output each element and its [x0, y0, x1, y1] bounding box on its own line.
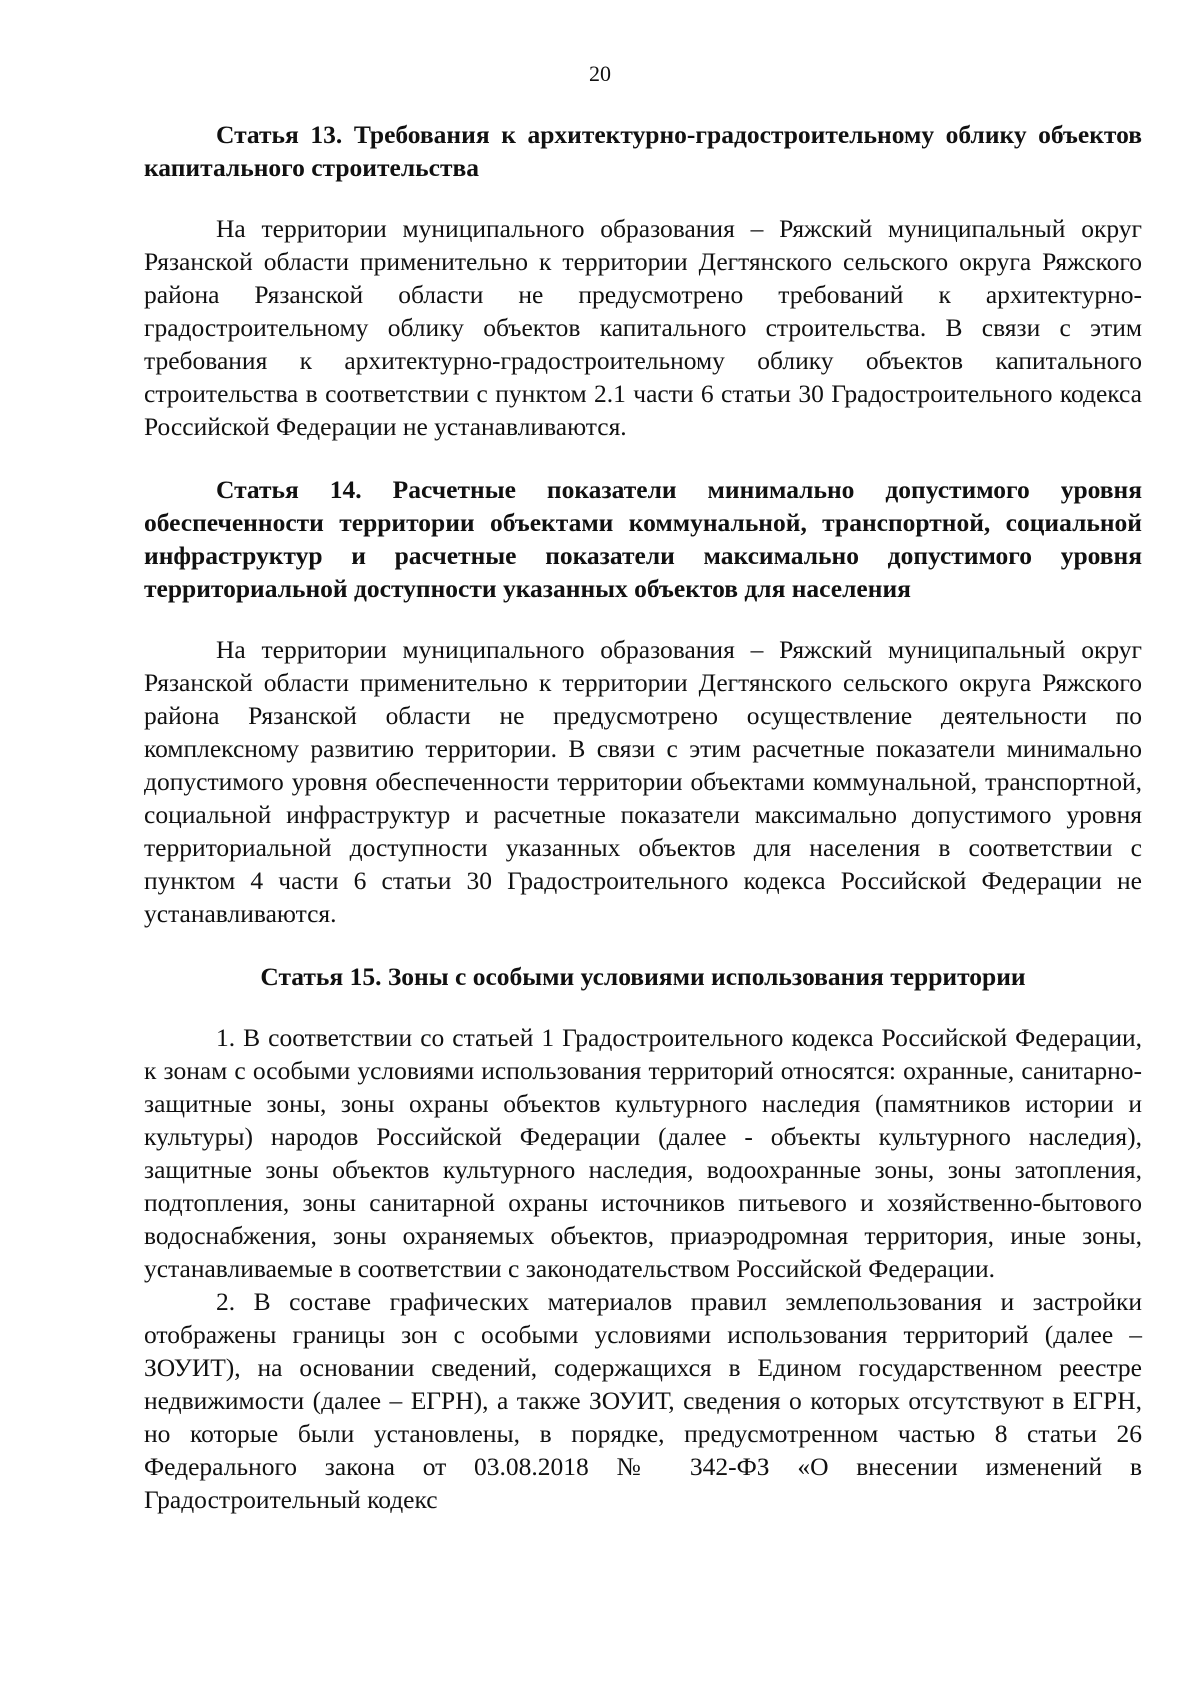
- spacer: [144, 184, 1142, 212]
- article-15-heading: Статья 15. Зоны с особыми условиями использования территории: [260, 962, 1026, 991]
- article-13-paragraph: На территории муниципального образования – Ряжский муниципальный округ Рязанской области применительно к территории Дегтянского сельского округа Ряжского района Рязанской области не предусмотрено требований к архитектурно-градостроительному облику объектов капитального строительства. В связи с этим требования к архитектурно-градостроительному облику объектов капитального строительства в соответствии с пунктом 2.1 части 6 статьи 30 Градостроительного кодекса Российской Федерации не устанавливаются.: [144, 214, 1142, 441]
- document-body: [144, 118, 1142, 1516]
- spacer: [144, 930, 1142, 960]
- page-number: 20: [589, 61, 611, 86]
- article-15-paragraph-1: 1. В соответствии со статьей 1 Градостроительного кодекса Российской Федерации, к зонам с особыми условиями использования территорий относятся: охранные, санитарно-защитные зоны, зоны охраны объектов культурного наследия (памятников истории и культуры) народов Российской Федерации (далее - объекты культурного наследия), защитные зоны объектов культурного наследия, водоохранные зоны, зоны затопления, подтопления, зоны санитарной охраны источников питьевого и хозяйственно-бытового водоснабжения, зоны охраняемых объектов, приаэродромная территория, иные зоны, устанавливаемые в соответствии с законодательством Российской Федерации.: [144, 1023, 1142, 1283]
- article-15-paragraph-2: 2. В составе графических материалов правил землепользования и застройки отображены границы зон с особыми условиями использования территорий (далее – ЗОУИТ), на основании сведений, содержащихся в Едином государственном реестре недвижимости (далее – ЕГРН), а также ЗОУИТ, сведения о которых отсутствуют в ЕГРН, но которые были установлены, в порядке, предусмотренном частью 8 статьи 26 Федерального закона от 03.08.2018 № 342-ФЗ «О внесении изменений в Градостроительный кодекс: [144, 1287, 1142, 1514]
- spacer: [144, 605, 1142, 633]
- spacer: [144, 993, 1142, 1021]
- article-14-paragraph: На территории муниципального образования – Ряжский муниципальный округ Рязанской области применительно к территории Дегтянского сельского округа Ряжского района Рязанской области не предусмотрено осуществление деятельности по комплексному развитию территории. В связи с этим расчетные показатели минимально допустимого уровня обеспеченности территории объектами коммунальной, транспортной, социальной инфраструктур и расчетные показатели максимально допустимого уровня территориальной доступности указанных объектов для населения в соответствии с пунктом 4 части 6 статьи 30 Градостроительного кодекса Российской Федерации не устанавливаются.: [144, 635, 1142, 928]
- article-14-heading: Статья 14. Расчетные показатели минимально допустимого уровня обеспеченности территории объектами коммунальной, транспортной, социальной инфраструктур и расчетные показатели максимально допустимого уровня территориальной доступности указанных объектов для населения: [144, 475, 1142, 603]
- article-13-heading: Статья 13. Требования к архитектурно-градостроительному облику объектов капитального строительства: [144, 120, 1142, 182]
- spacer: [144, 443, 1142, 473]
